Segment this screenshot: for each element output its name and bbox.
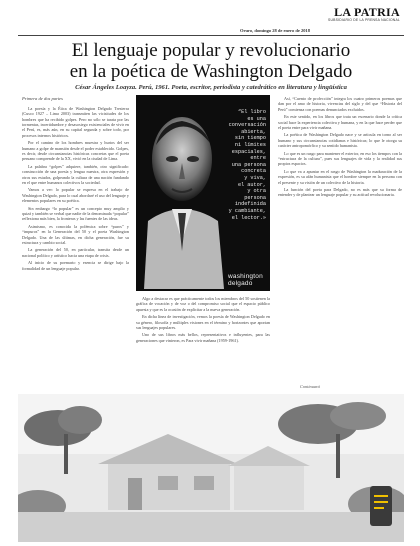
paragraph: Uno de sus libros más bellos, representativos e influyentes, para las generaciones que vinieron, es Para vivir mañana (1959-1961). <box>136 332 270 343</box>
quote-line: y otra <box>247 188 266 195</box>
dateline: Oruro, domingo 28 de enero de 2018 <box>240 28 310 33</box>
paragraph: La palabra “golpes” adquiere, también, otro significado: construcción de una poesía y lengua nuestra, otra expresión y otros sus estados, golpeando la cultura de una nación fundando en el que entre humanos colectivos la sociedad. <box>22 163 129 185</box>
masthead-tagline: SUBSIDIARIO DE LA PRENSA NACIONAL <box>328 18 400 22</box>
continued-label: Continuará <box>300 384 320 389</box>
masthead-title: LA PATRIA <box>334 5 400 19</box>
author-portrait <box>136 95 270 291</box>
paragraph: Por el camino de los hombres muestra y hurtos del ser humano a golpe de mansión desde el poder establecido. Golpes, es decir, desde circunstancias históricas concretas que el poeta peruano comprende de la XX, vivió en la ciudad de Lima. <box>22 140 129 162</box>
article-subtitle: César Ángeles Loayza. Perú, 1961. Poeta, escritor, periodista y catedrático en literatura y lingüística <box>75 84 347 91</box>
paragraph: En dicha línea de investigación, vemos la poesía de Washington Delgado en su género, filosofía y múltiples visiones en el término y horizontes que aportan sus lenguajes populares. <box>136 314 270 330</box>
article-column-1 <box>22 106 129 380</box>
article-column-2 <box>136 296 270 382</box>
quote-line: concreta <box>241 168 266 175</box>
quote-line: entre <box>250 155 266 162</box>
bottom-illustration <box>18 394 404 542</box>
quote-line: abierta, <box>241 128 266 135</box>
quote-line: el autor, <box>237 181 266 188</box>
portrait-image <box>138 101 228 289</box>
title-line-1: El lenguaje popular y revolucionario <box>71 40 351 61</box>
paragraph: En este sentido, en los libros que trata un escenario donde la crítica social hace la experiencia colectiva y humana, y en la que hace perder que el poeta entre para vivir mañana. <box>278 114 402 130</box>
quote-line: espaciales, <box>231 148 266 155</box>
quote-line: persona <box>244 194 266 201</box>
masthead <box>242 6 400 26</box>
paragraph: Lo que va a apuntar en el rasgo de Washington la maduración de la expresión, es su afán humanista que el hombre siempre en la persona con el presente y su visión de un colectivo de la historia. <box>278 168 402 185</box>
quote-line: conversación <box>228 122 266 129</box>
photo-signature: washington delgado <box>228 273 263 287</box>
quote-line: indefinida <box>234 201 266 208</box>
section-label: Primera de dos partes <box>22 96 63 101</box>
paragraph: La función del poeta para Delgado, no es más que su forma de entender y de plantear un lenguaje popular y su actitud revolucionaria. <box>278 187 402 198</box>
paragraph: Algo a destacar es que prácticamente todos los miembros del 50 sostienen la gráfica de vocación y de voz o del compromiso social que el espacio público apuesta y que es la ocasión de explicitar a la nueva generación. <box>136 296 270 312</box>
paragraph: La poética de Washington Delgado nace y se articula en torno al ser humano y sus circunstancias cotidianas e históricas; lo que le otorga su carácter antropomórfico y su sentido humanista. <box>278 132 402 149</box>
paragraph: Asimismo, es conocida la polémica sobre “puros” y “impuros” en la Generación del 50 y el poeta Washington Delgado. Una de las últimas, en dicha generación, fue su estructura y cambio social. <box>22 223 129 245</box>
paragraph: La poesía y la Ética de Washington Delgado Tresierra (Cusco 1927 – Lima 2003) transmiten las vicisitudes de los hombres que ha recibido golpes. Pero no sólo se tarata por las tormentas, incertidumbre y desasosiego existenciales de vivir en el Perú, es, más aún, en su capital segunda y sobre todo, por procesos internos históricos. <box>22 106 129 138</box>
paragraph: La generación del 50, en particular, transita desde un nacional político y artístico hacia una etapa de crisis. <box>22 247 129 258</box>
author-quote <box>224 109 266 221</box>
quote-line: es una <box>247 115 266 122</box>
paragraph: Así, “Cuento de profección” integra los cuatro primeros poemas que dan por el amo de historia, vivencias del siglo y del que “Historia del Perú” comienza con poemas denunciados excluidos. <box>278 96 402 112</box>
paragraph: Sin embargo “lo popular” es un concepto muy amplio y quizá y también se verbal que nadie de la denominada “popular” reflexiona más bien, la fronteras y las fuentes de las ideas. <box>22 205 129 222</box>
article-title <box>18 40 404 82</box>
quote-line: sin tiempo <box>234 135 266 142</box>
quote-line: y viva, <box>244 174 266 181</box>
quote-line: y cambiante, <box>228 207 266 214</box>
top-rule <box>18 35 404 36</box>
paragraph: Al inicio de su poemario y esencia se dirige bajo la formalidad de un lenguaje popular. <box>22 260 129 271</box>
quote-line: ni límites <box>234 141 266 148</box>
paragraph: Lo que es un rasgo para mantener el exterior, en eso los tiempos con la “estructura de la cultura”, pues sus lenguajes de vida y la realidad sus propios espacios. <box>278 150 402 167</box>
article-column-3 <box>278 96 402 382</box>
quote-line: una persona <box>231 161 266 168</box>
quote-line: “El libro <box>237 109 266 115</box>
title-line-2: en la poética de Washington Delgado <box>69 61 353 82</box>
paragraph: Vamos a ver: lo popular se expresa en el trabajo de Washington Delgado, para lo cual abordaré el uso del lenguaje y elementos populares en su poética. <box>22 187 129 204</box>
quote-line: el lector.» <box>231 214 266 221</box>
